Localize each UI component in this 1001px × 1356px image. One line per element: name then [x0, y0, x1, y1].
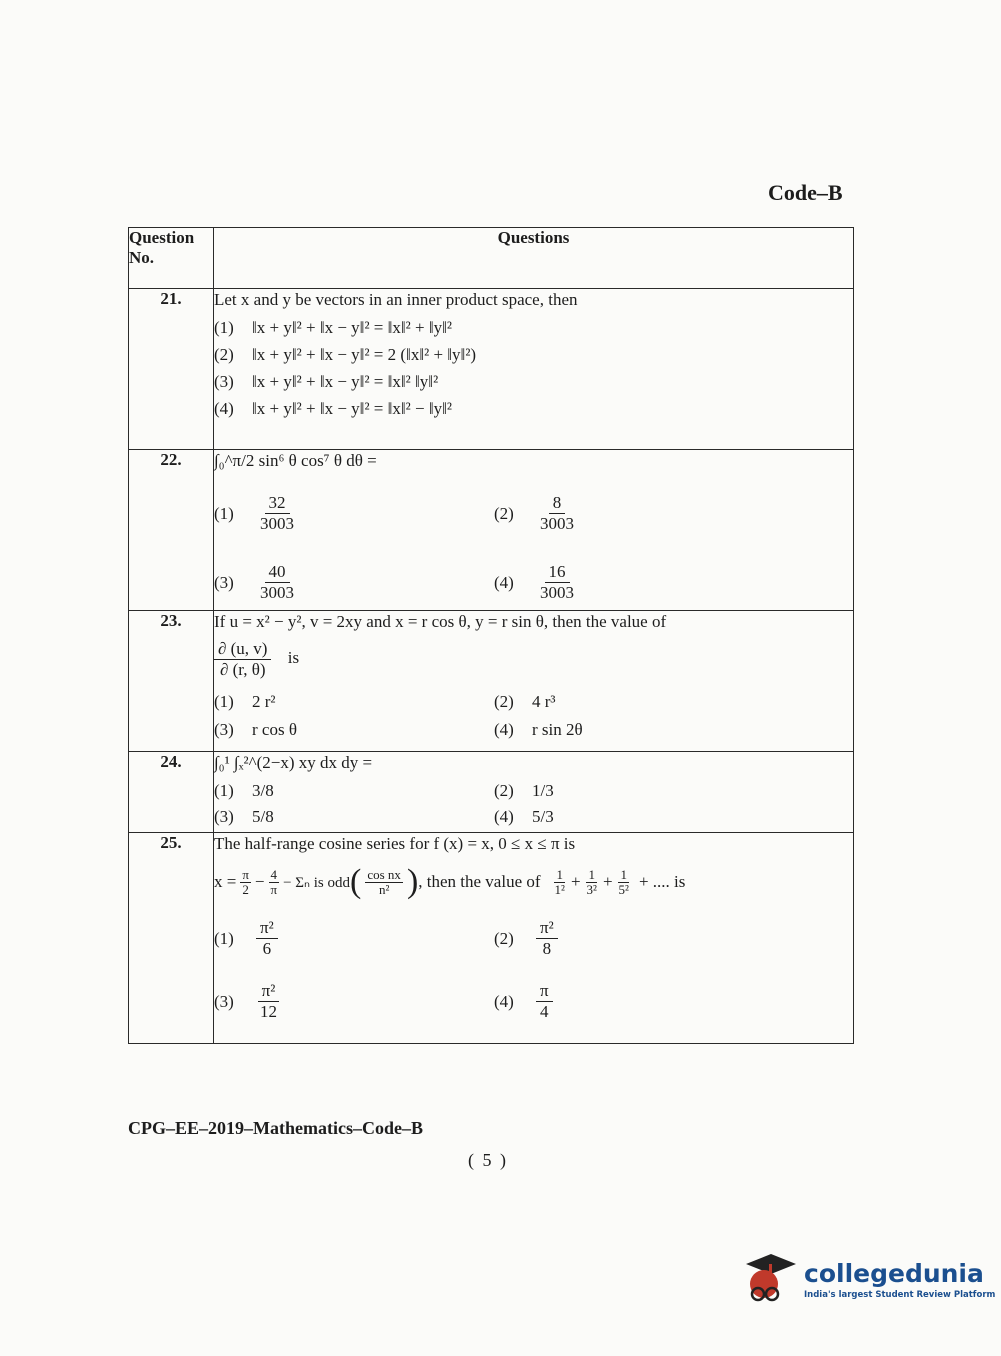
paper-code-footer: CPG–EE–2019–Mathematics–Code–B [128, 1118, 423, 1138]
question-number: 22. [129, 450, 214, 611]
option-4: (4) 5/3 [494, 807, 554, 826]
option-2: (2) ‖x + y‖² + ‖x − y‖² = 2 (‖x‖² + ‖y‖²) [214, 345, 477, 364]
option-2: (2) $\frac{8}{3003}$ [494, 493, 574, 533]
question-table [128, 227, 854, 1044]
option-3: (3) $\frac{40}{3003}$ [214, 562, 294, 602]
option-1: (1) $\frac{\text{π²}}{6}$ [214, 918, 494, 959]
jacobian-denominator: ∂ (r, θ) [219, 660, 266, 679]
logo-wordmark: collegedunia [804, 1258, 984, 1288]
option-1: (1) $\frac{32}{3003}$ [214, 493, 294, 533]
code-label: Code–B [768, 180, 843, 205]
collegedunia-logo [742, 1250, 995, 1308]
jacobian-numerator: ∂ (u, v) [214, 639, 271, 660]
option-3: (3) r cos θ [214, 720, 297, 739]
graduate-mascot-icon [742, 1250, 800, 1308]
option-4: (4) ‖x + y‖² + ‖x − y‖² = ‖x‖² − ‖y‖² [214, 399, 453, 418]
col-header-qno: Question No. [129, 228, 214, 289]
option-3: (3) $\frac{\text{π²}}{12}$ [214, 981, 494, 1022]
option-4: (4) r sin 2θ [494, 720, 583, 739]
question-row-22 [129, 450, 854, 611]
question-stem: The half-range cosine series for f (x) = x, 0 ≤ x ≤ π is [214, 834, 576, 853]
question-stem: ∫₀¹ ∫ₓ²^(2−x) xy dx dy = [214, 753, 373, 772]
option-4: (4) $\frac{16}{3003}$ [494, 562, 574, 602]
option-2: (2) 1/3 [494, 781, 554, 800]
option-1: (1) ‖x + y‖² + ‖x − y‖² = ‖x‖² + ‖y‖² [214, 318, 453, 337]
page-number: ( 5 ) [468, 1150, 508, 1170]
question-number: 23. [129, 611, 214, 752]
question-stem: Let x and y be vectors in an inner product space, then [214, 290, 578, 309]
question-number: 21. [129, 289, 214, 450]
option-1: (1) 3/8 [214, 781, 274, 800]
question-stem: ∫₀^π/2 sin⁶ θ cos⁷ θ dθ = [214, 451, 377, 470]
option-3: (3) 5/8 [214, 807, 274, 826]
logo-tagline: India's largest Student Review Platform [804, 1289, 996, 1300]
option-2: (2) $\frac{\text{π²}}{8}$ [494, 918, 774, 959]
option-3: (3) ‖x + y‖² + ‖x − y‖² = ‖x‖² ‖y‖² [214, 372, 439, 391]
series-expression: x = $\frac{\pi}{2}$ − $\frac{4}{\pi}$ − Σₙ is odd ( $\frac{\text{cos nx}}{\text{n²}}$ ) , then the value of $\frac{1}{\text{1²}}$ + $\frac{1}{\text{3²}}$ + $\frac{1}{\text{5²}}$ + .... is [214, 863, 686, 900]
question-number: 25. [129, 833, 214, 1044]
question-row-21 [129, 289, 854, 450]
option-2: (2) 4 r³ [494, 692, 556, 711]
table-header-row [129, 228, 854, 289]
question-number: 24. [129, 752, 214, 833]
question-row-23: 23. If u = x² − y², v = 2xy and x = r cos θ, y = r sin θ, then the value of $\frac{\partial (u, v)}{\partial (r, \theta)}$ is (1) 2 r² (2) 4 r³ (3) r cos θ (4) r sin 2θ [129, 611, 854, 752]
col-header-questions: Questions [214, 228, 854, 289]
question-stem: If u = x² − y², v = 2xy and x = r cos θ, y = r sin θ, then the value of [214, 612, 667, 631]
question-row-24 [129, 752, 854, 833]
option-4: (4) $\frac{\pi}{4}$ [494, 981, 774, 1022]
question-row-25 [129, 833, 854, 1044]
option-1: (1) 2 r² [214, 692, 276, 711]
